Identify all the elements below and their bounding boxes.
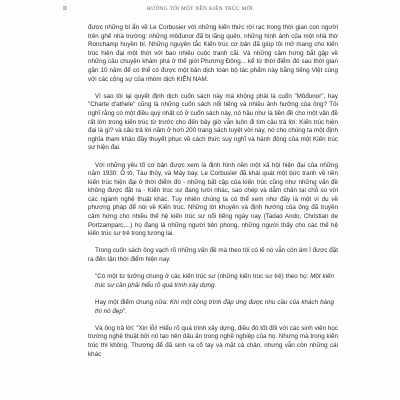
quote-paragraph (88, 299, 338, 316)
quote-italic-text: Khi một công trình đáp ứng được nhu cầu của khách hàng thì nó đẹp". (95, 299, 334, 315)
paragraph: Vì sao tôi lại quyết định dịch cuốn sách này mà không phải là cuốn "Môđunor", hay "Charte d'athele" cũng là những cuốn sách nổi tiếng và nhiều ảnh hưởng của ông? Tôi nghĩ rằng có một điều quý nhất có ở cuốn sách này, nó hầu như là tiền đề cho một vấn đề rất lớn trong kiến trúc từ trước cho đến bây giờ vẫn luôn đi tìm câu trả lời: Kiến trúc hiện đại là gì? và câu trả lời năm ở hơn 200 trang sách tuyệt vời này, nó cho chúng ta một định nghĩa tham khảo đầy thuyết phục về cách thức suy nghĩ và hành động của một Kiến trúc sư hiện đại. (88, 92, 338, 152)
paragraph: Với những yêu tố cơ bản được xem là định hình nền một xã hội hiện đại của những năm 1930: Ô tô, Tàu thủy, và Máy bay. Le Corbusier đã khái quát một bức tranh về nền kiến trúc hiện đại ở thời điểm đó - những bất cập của kiến trúc cũng như những vấn đề không được đặt ra - Kiến trúc sư đang lười nhác, sao chép và dẫm chân tại chỗ so với các ngành nghệ thuật khác. Tuy nhiên chúng ta có thể xem như đây là một ví dụ về phương pháp để nói về Kiến trúc. Những lời khuyên và định hướng của ông đã truyền cảm hứng cho nhiều thế hệ kiến trúc sư nổi tiếng ngày nay (Tadao Ando, Christian de Portzamparc,...) họ đang là những người tiên phong, những người thấy cho các thế hệ kiến trúc sư trẻ trong tương lai. (88, 161, 338, 238)
running-title: HƯỚNG TỚI MỘT NỀN KIẾN TRÚC MỚI (146, 6, 254, 12)
paragraph: Trong cuốn sách ông vạch rõ những vấn đề mà theo tôi có lẽ nó vẫn còn âm ỉ được đặt ra đến tận thời điểm hiện nay: (88, 247, 338, 264)
page-header (0, 6, 400, 16)
body-text (88, 24, 338, 368)
paragraph: được những bí ẩn về Le Corbusier với những kiến thức rời rạc trong thời gian con người trên ghế nhà trường: những môđunor đã bị lãng quên, những hình ảnh của một nhà thờ Ronchamp huyền bí. Những nguyên tắc Kiến trúc cơ bản đã giúp tôi mở mang cho kiến trúc hiện đại một thời với bao nhiêu cuộc tranh cãi. Và những cảm hứng bắt gặp về những câu chuyện khám phá ở thế giới Phương Đông... kể từ thời điểm đó sau thời gian gần 10 năm để có thể có được một bản dịch toàn bộ tác phẩm này bằng tiếng Việt cùng với các cộng sự của nhóm dịch KIẾN NAM. (88, 24, 338, 83)
quote-italic-text: Một kiến trúc sư cần phải hiểu rõ quá trình xây dựng. (95, 273, 334, 289)
quote-text: "Có một tư tưởng chung ở các kiến trúc sư (những kiến trúc sư trẻ) theo họ: (95, 273, 311, 281)
quote-paragraph (88, 273, 338, 290)
paragraph: Và ông trả lời: "Xin lỗi! Hiểu rõ quá trình xây dựng, điều đó tốt đối với các sinh viên học trường nghệ thuật bởi nó tạo nên dấu ấn trong nghề nghiệp của họ. Nhưng mà trong kiến trúc thì không. Thương để đã sinh ra cổ tay và mặt cả chân, nhưng vẫn còn những cái khác (88, 324, 338, 358)
quote-text: Hay một điểm chung nữa: (95, 299, 170, 306)
page-number: II (63, 6, 67, 12)
